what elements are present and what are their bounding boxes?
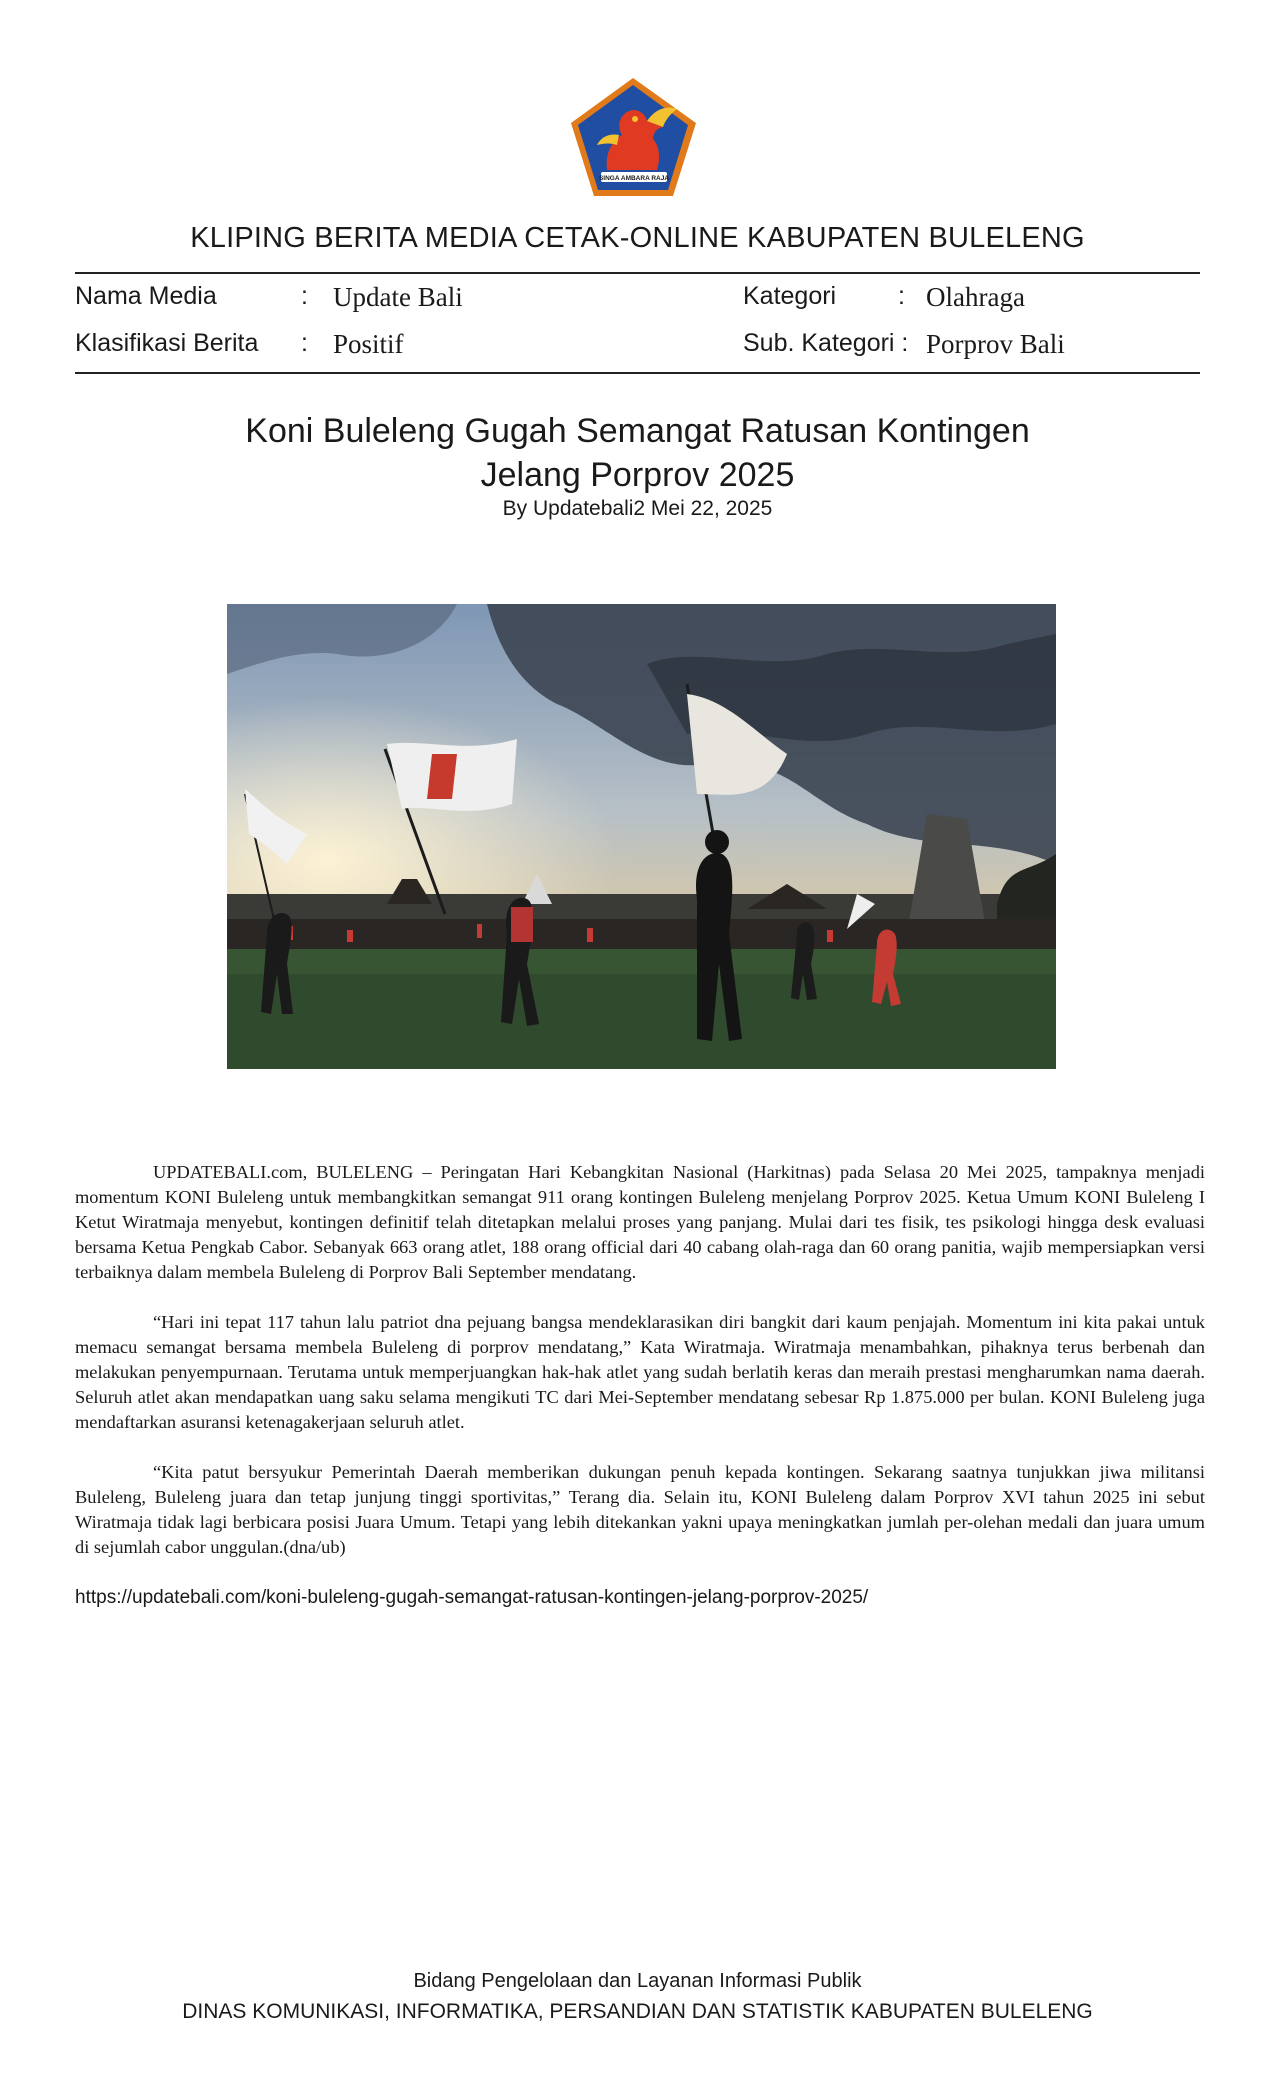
header-bottom-rule xyxy=(75,372,1200,374)
article-photo xyxy=(227,604,1056,1069)
article-title-line-1: Koni Buleleng Gugah Semangat Ratusan Kontingen xyxy=(245,412,1030,450)
news-classification-colon: : xyxy=(301,329,308,357)
footer-agency: DINAS KOMUNIKASI, INFORMATIKA, PERSANDIAN DAN STATISTIK KABUPATEN BULELENG xyxy=(182,2000,1093,2023)
subcategory-value: Porprov Bali xyxy=(926,329,1065,359)
media-name-colon: : xyxy=(301,282,308,310)
article-title-line-2: Jelang Porprov 2025 xyxy=(480,456,795,494)
news-classification-label: Klasifikasi Berita xyxy=(75,329,259,357)
footer-division: Bidang Pengelolaan dan Layanan Informasi Publik xyxy=(413,1970,862,1992)
article-paragraph-3: “Kita patut bersyukur Pemerintah Daerah memberikan dukungan penuh kepada kontingen. Sekarang saatnya tunjukkan jiwa militansi Buleleng, Buleleng juara dan tetap junjung tinggi sportivitas,” Terang dia. Selain itu, KONI Buleleng dalam Porprov XVI tahun 2025 ini sebut Wiratmaja tidak lagi berbicara posisi Juara Umum. Tetapi yang lebih ditekankan yakni upaya meningkatkan jumlah per-olehan medali dan juara umum di sejumlah cabor unggulan.(dna/ub) xyxy=(75,1462,1205,1557)
category-value: Olahraga xyxy=(926,282,1025,312)
subcategory-label: Sub. Kategori : xyxy=(743,329,909,357)
emblem-motto: SINGA AMBARA RAJA xyxy=(598,175,670,182)
regency-emblem-logo xyxy=(567,75,700,199)
article-title xyxy=(0,409,1275,497)
media-name-value: Update Bali xyxy=(333,282,463,312)
category-label: Kategori xyxy=(743,282,837,310)
category-colon: : xyxy=(898,282,905,310)
article-body xyxy=(75,1160,1205,1585)
news-classification-value: Positif xyxy=(333,329,404,359)
article-paragraph-1: UPDATEBALI.com, BULELENG – Peringatan Hari Kebangkitan Nasional (Harkitnas) pada Selasa 20 Mei 2025, tampaknya menjadi momentum KONI Buleleng untuk membangkitkan semangat 911 orang kontingen Buleleng menjelang Porprov 2025. Ketua Umum KONI Buleleng I Ketut Wiratmaja menyebut, kontingen definitif telah ditetapkan melalui proses yang panjang. Mulai dari tes fisik, tes psikologi hingga desk evaluasi bersama Ketua Pengkab Cabor. Sebanyak 663 orang atlet, 188 orang official dari 40 cabang olah-raga dan 60 orang panitia, wajib mempersiapkan versi terbaiknya dalam membela Buleleng di Porprov Bali September mendatang. xyxy=(75,1162,1205,1282)
media-name-label: Nama Media xyxy=(75,282,217,310)
header-top-rule xyxy=(75,272,1200,274)
article-source-url[interactable]: https://updatebali.com/koni-buleleng-gugah-semangat-ratusan-kontingen-jelang-porprov-2025/ xyxy=(75,1587,869,1608)
clipping-header-title: KLIPING BERITA MEDIA CETAK-ONLINE KABUPATEN BULELENG xyxy=(190,222,1085,254)
article-paragraph-2: “Hari ini tepat 117 tahun lalu patriot dna pejuang bangsa mendeklarasikan diri bangkit dari kaum penjajah. Momentum ini kita pakai untuk memacu semangat bersama membela Buleleng di porprov mendatang,” Kata Wiratmaja. Wiratmaja menambahkan, pihaknya terus berbenah dan melakukan penyempurnaan. Terutama untuk memperjuangkan hak-hak atlet yang sudah berlatih keras dan meraih prestasi mengharumkan nama daerah. Seluruh atlet akan mendapatkan uang saku selama mengikuti TC dari Mei-September mendatang sebesar Rp 1.875.000 per bulan. KONI Buleleng juga mendaftarkan asuransi ketenagakerjaan seluruh atlet. xyxy=(75,1312,1205,1432)
article-byline: By Updatebali2 Mei 22, 2025 xyxy=(502,497,773,520)
